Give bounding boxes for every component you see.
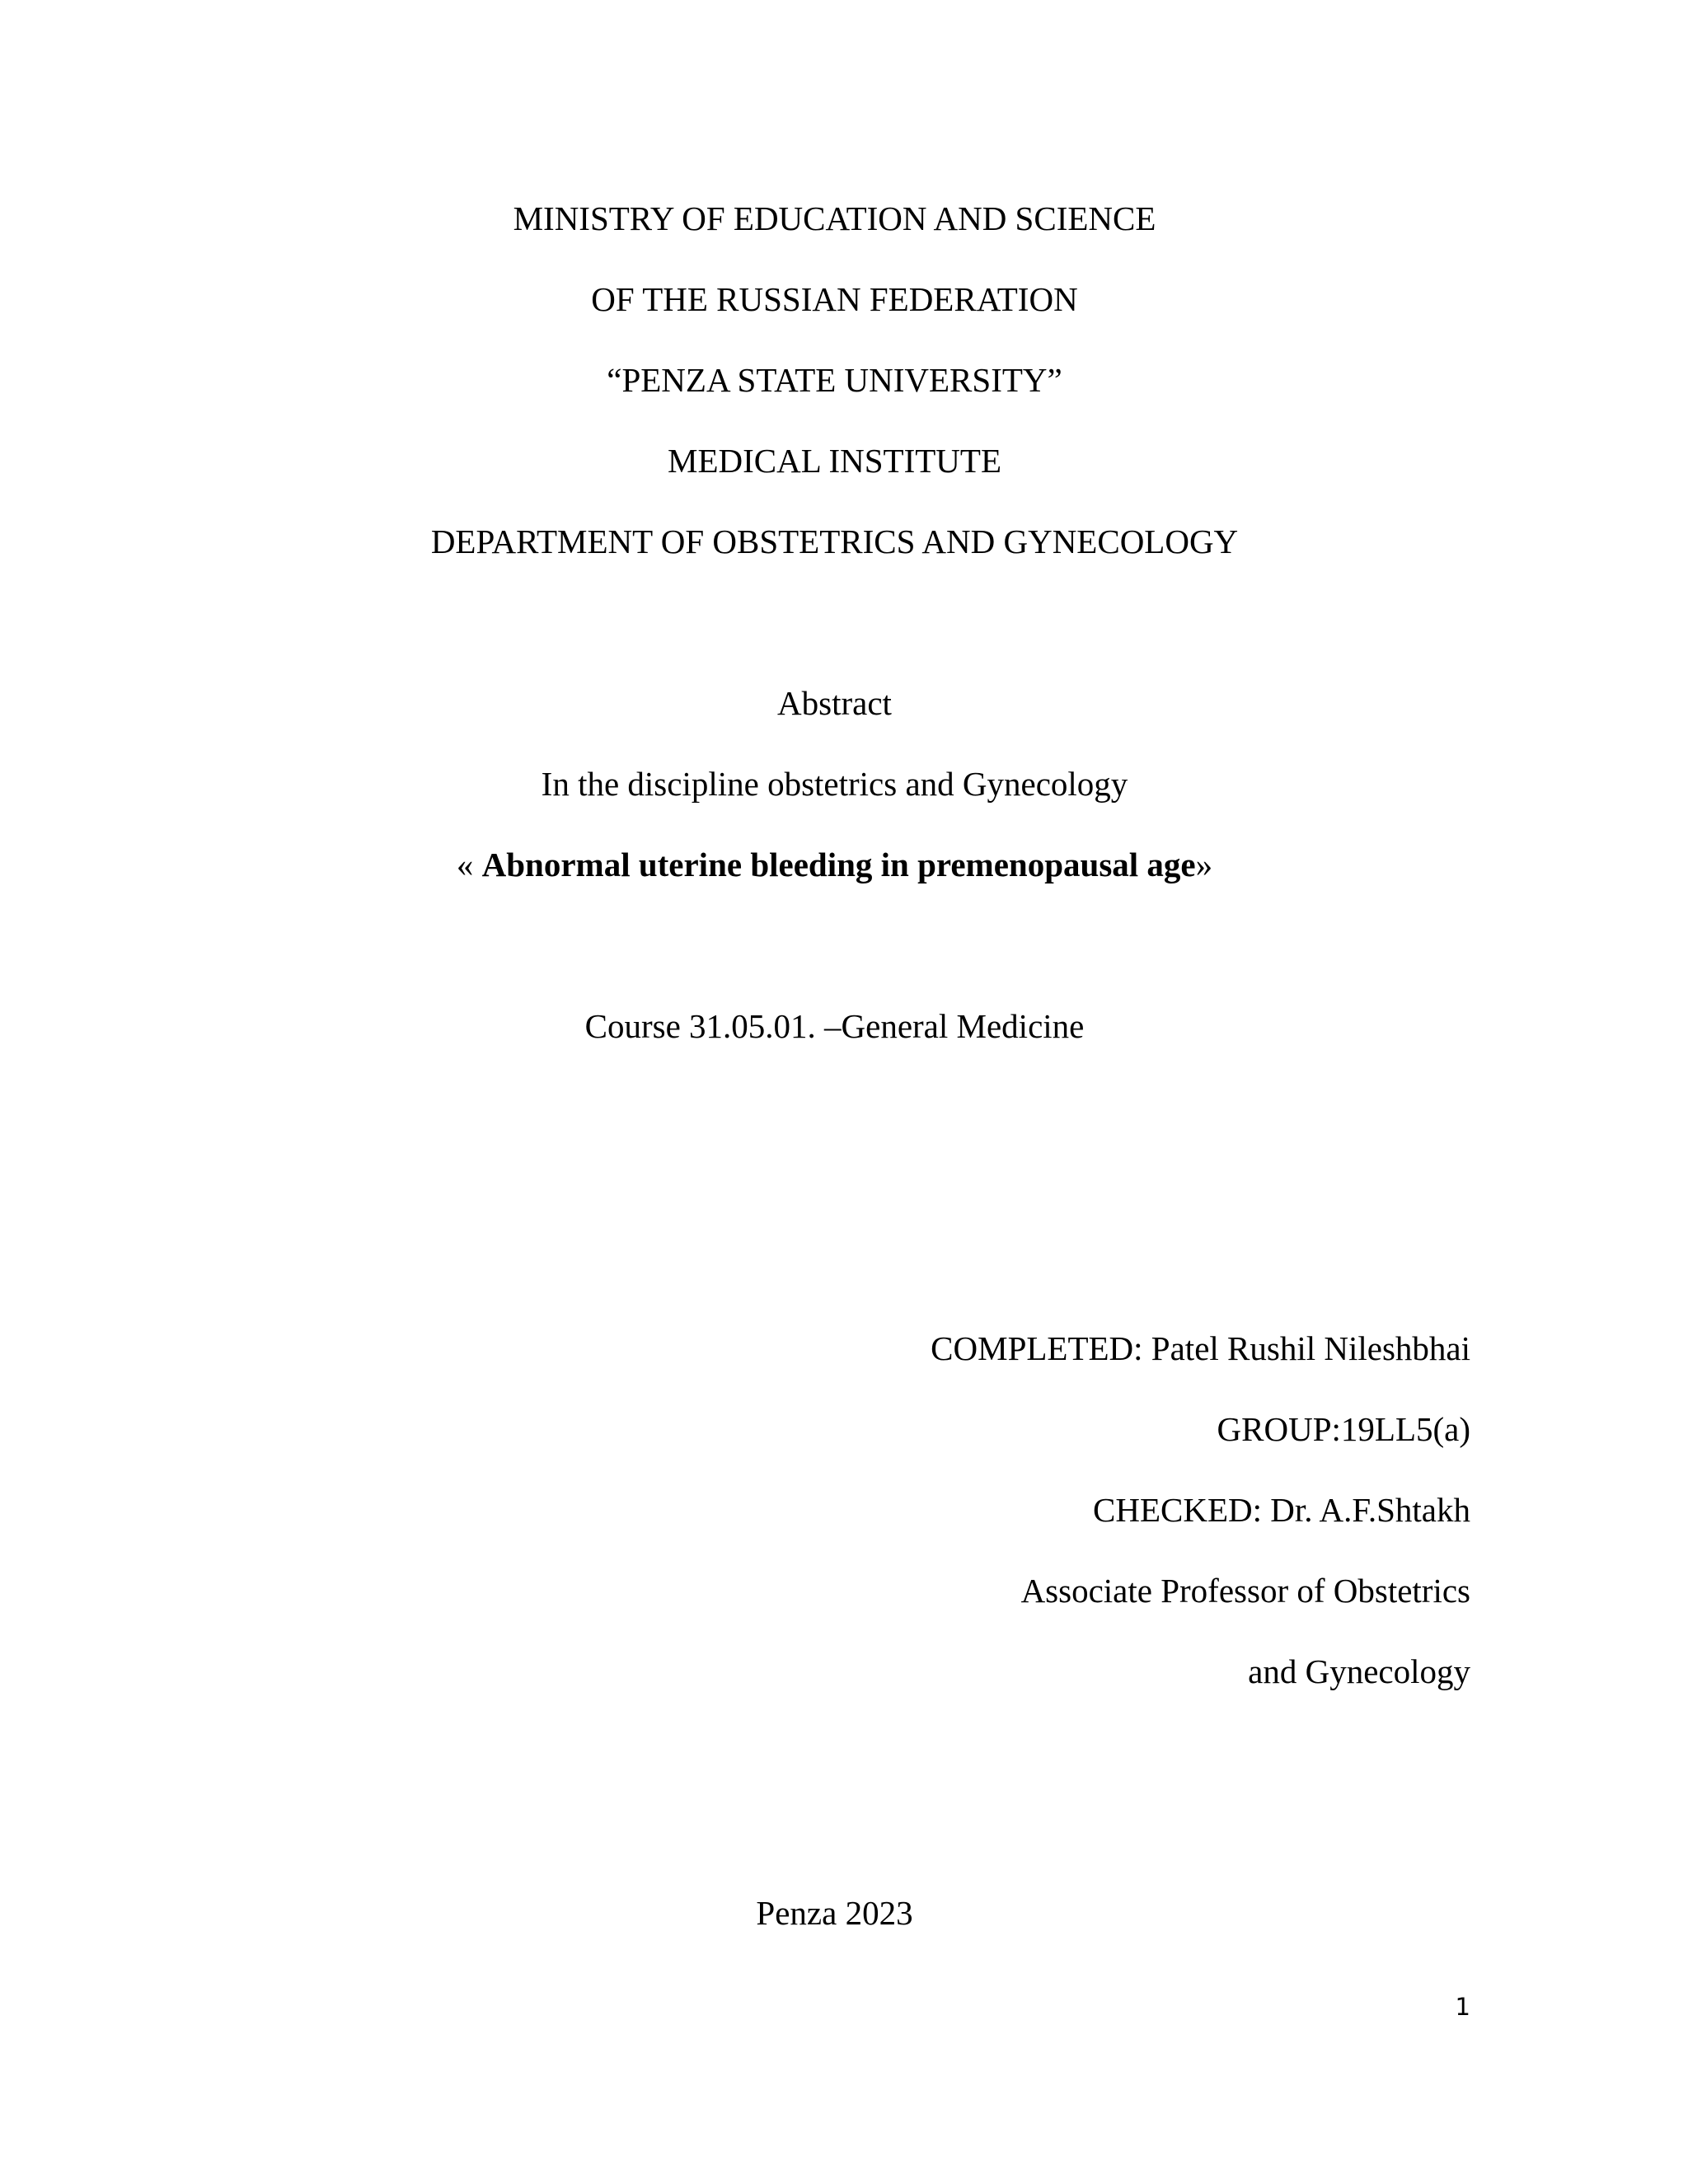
completed-by: COMPLETED: Patel Rushil Nileshbhai: [931, 1329, 1470, 1367]
title-close-quote: »: [1195, 846, 1213, 883]
place-year: Penza 2023: [756, 1894, 913, 1932]
institute-line: MEDICAL INSTITUTE: [668, 442, 1001, 480]
position-line-2: and Gynecology: [1248, 1652, 1470, 1690]
checked-by: CHECKED: Dr. A.F.Shtakh: [1092, 1491, 1470, 1529]
title-text: Abnormal uterine bleeding in premenopausal age: [481, 846, 1196, 883]
group-line: GROUP:19LL5(a): [1217, 1410, 1470, 1448]
federation-line: OF THE RUSSIAN FEDERATION: [591, 280, 1078, 318]
document-title: [0, 848, 1669, 882]
department-line: DEPARTMENT OF OBSTETRICS AND GYNECOLOGY: [430, 523, 1239, 560]
course-line: Course 31.05.01. –General Medicine: [584, 1007, 1085, 1045]
discipline-line: In the discipline obstetrics and Gynecology: [541, 765, 1128, 803]
ministry-line: MINISTRY OF EDUCATION AND SCIENCE: [513, 199, 1156, 237]
document-type: Abstract: [777, 684, 892, 722]
position-line-1: Associate Professor of Obstetrics: [1020, 1572, 1470, 1610]
title-open-quote: «: [456, 846, 482, 883]
university-line: “PENZA STATE UNIVERSITY”: [607, 361, 1062, 399]
page-number: 1: [1455, 1993, 1470, 2021]
